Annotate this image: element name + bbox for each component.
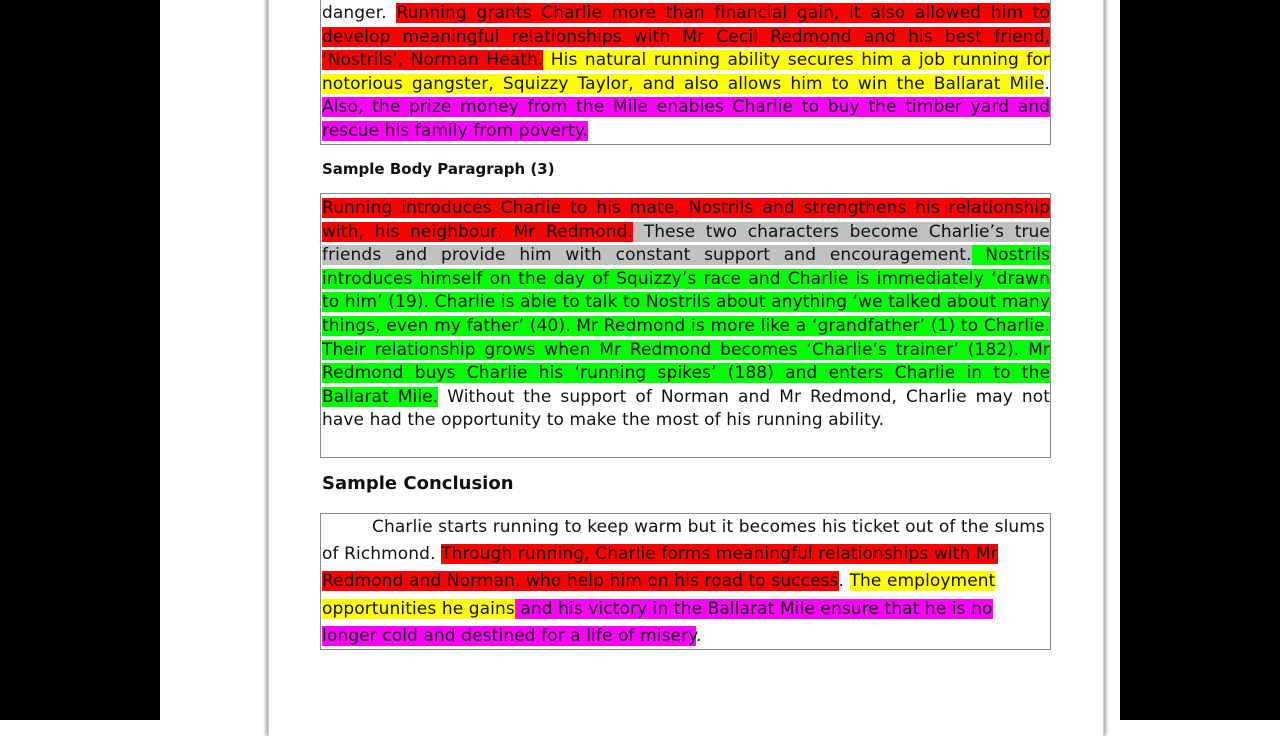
left-letterbox: [0, 0, 160, 720]
plain-text: .: [695, 625, 702, 646]
highlight-yellow: The employment opportunities he gains: [322, 571, 996, 619]
plain-text: Without the support of Norman and Mr Redmond, Charlie may not have had the opportunity to make the most of his running ability.: [322, 386, 1051, 431]
plain-text: danger.: [322, 3, 397, 23]
highlight-red: Running introduces Charlie to his mate, Nostrils and strengthens his relationship with, his neighbour, Mr Redmond.: [322, 198, 1050, 242]
highlight-gray: These two characters become Charlie’s true friends and provide him with constant support and encouragement.: [322, 221, 1050, 266]
highlight-magenta: Also, the prize money from the Mile enables Charlie to buy the timber yard and rescue his family from poverty.: [322, 97, 1050, 141]
highlight-red: Through running, Charlie forms meaningful relationships with Mr Redmond and Norman, who help him on his road to success: [322, 544, 998, 592]
plain-text: .: [1044, 73, 1050, 94]
plain-text: .: [838, 571, 850, 592]
highlight-yellow: His natural running ability secures him a job running for notorious gangster, Squizzy Taylor, and also allows him to win the Ballarat Mile: [322, 50, 1051, 94]
body-paragraph-3-text: [322, 197, 1050, 433]
heading-sample-body-paragraph-3: Sample Body Paragraph (3): [322, 160, 555, 178]
highlight-green: Nostrils introduces himself on the day of Squizzy’s race and Charlie is immediately ‘drawn to him’ (19). Charlie is able to talk to Nostrils about anything ‘we talked about many things, even my father’ (40). Mr Redmond is more like a ‘grandfather’ (1) to Charlie. Their relationship grows when Mr Redmond becomes ‘Charlie’s trainer’ (182). Mr Redmond buys Charlie his ‘running spikes’ (188) and enters Charlie in to the Ballarat Mile.: [322, 245, 1050, 407]
highlight-red: Running grants Charlie more than financial gain, it also allowed him to develop meaningful relationships with Mr Cecil Redmond and his best friend, ‘Nostrils’, Norman Heath.: [322, 3, 1050, 71]
heading-sample-conclusion: Sample Conclusion: [322, 473, 514, 494]
plain-text: Charlie starts running to keep warm but it becomes his ticket out of the slums of Richmond.: [322, 517, 1045, 565]
conclusion-text: [322, 514, 1050, 650]
right-letterbox: [1120, 0, 1280, 720]
highlight-magenta: and his victory in the Ballarat Mile ensure that he is no longer cold and destined for a life of misery: [322, 598, 993, 646]
body-paragraph-2-text: [322, 2, 1050, 144]
